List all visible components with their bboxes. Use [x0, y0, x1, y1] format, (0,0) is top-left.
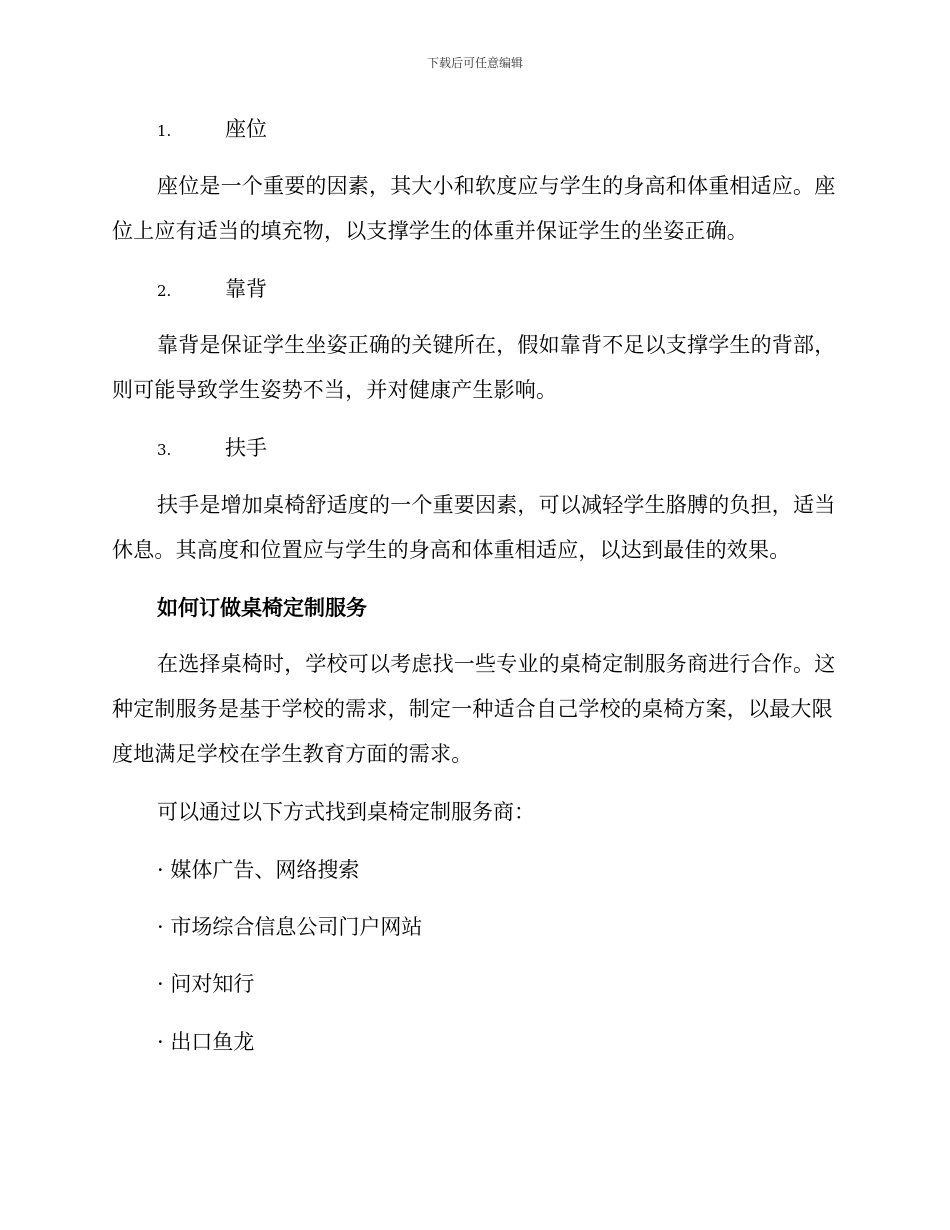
list-item: · 问对知行 [157, 972, 255, 996]
list-item: · 出口鱼龙 [157, 1030, 255, 1054]
section-1-label: 座位 [225, 117, 267, 141]
section-2-title [157, 274, 267, 306]
list-item: · 市场综合信息公司门户网站 [157, 915, 423, 939]
section-3-body: 扶手是增加桌椅舒适度的一个重要因素，可以减轻学生胳膊的负担，适当休息。其高度和位置应与学生的身高和体重相适应，以达到最佳的效果。 [112, 493, 836, 562]
custom-service-body-block [112, 642, 837, 777]
page-header: 下载后可任意编辑 [426, 56, 523, 70]
custom-service-heading: 如何订做桌椅定制服务 [157, 595, 367, 620]
section-2-label: 靠背 [225, 277, 267, 301]
section-1-body-block [112, 164, 837, 254]
section-3-number: 3. [157, 441, 172, 459]
section-3-title [157, 433, 267, 465]
section-1-body: 座位是一个重要的因素，其大小和软度应与学生的身高和体重相适应。座位上应有适当的填充物，以支撑学生的体重并保证学生的坐姿正确。 [112, 174, 836, 243]
custom-service-body: 在选择桌椅时，学校可以考虑找一些专业的桌椅定制服务商进行合作。这种定制服务是基于学校的需求，制定一种适合自己学校的桌椅方案，以最大限度地满足学校在学生教育方面的需求。 [112, 652, 836, 766]
provider-lead-text: 可以通过以下方式找到桌椅定制服务商： [157, 800, 535, 824]
section-2-body: 靠背是保证学生坐姿正确的关键所在，假如靠背不足以支撑学生的背部，则可能导致学生姿势不当，并对健康产生影响。 [112, 333, 836, 402]
section-3-label: 扶手 [225, 436, 267, 460]
section-2-body-block [112, 323, 837, 413]
list-item: · 媒体广告、网络搜索 [157, 858, 360, 882]
section-1-number: 1. [157, 122, 172, 140]
section-3-body-block [112, 483, 837, 573]
section-2-number: 2. [157, 282, 172, 300]
section-1-title [157, 114, 267, 146]
